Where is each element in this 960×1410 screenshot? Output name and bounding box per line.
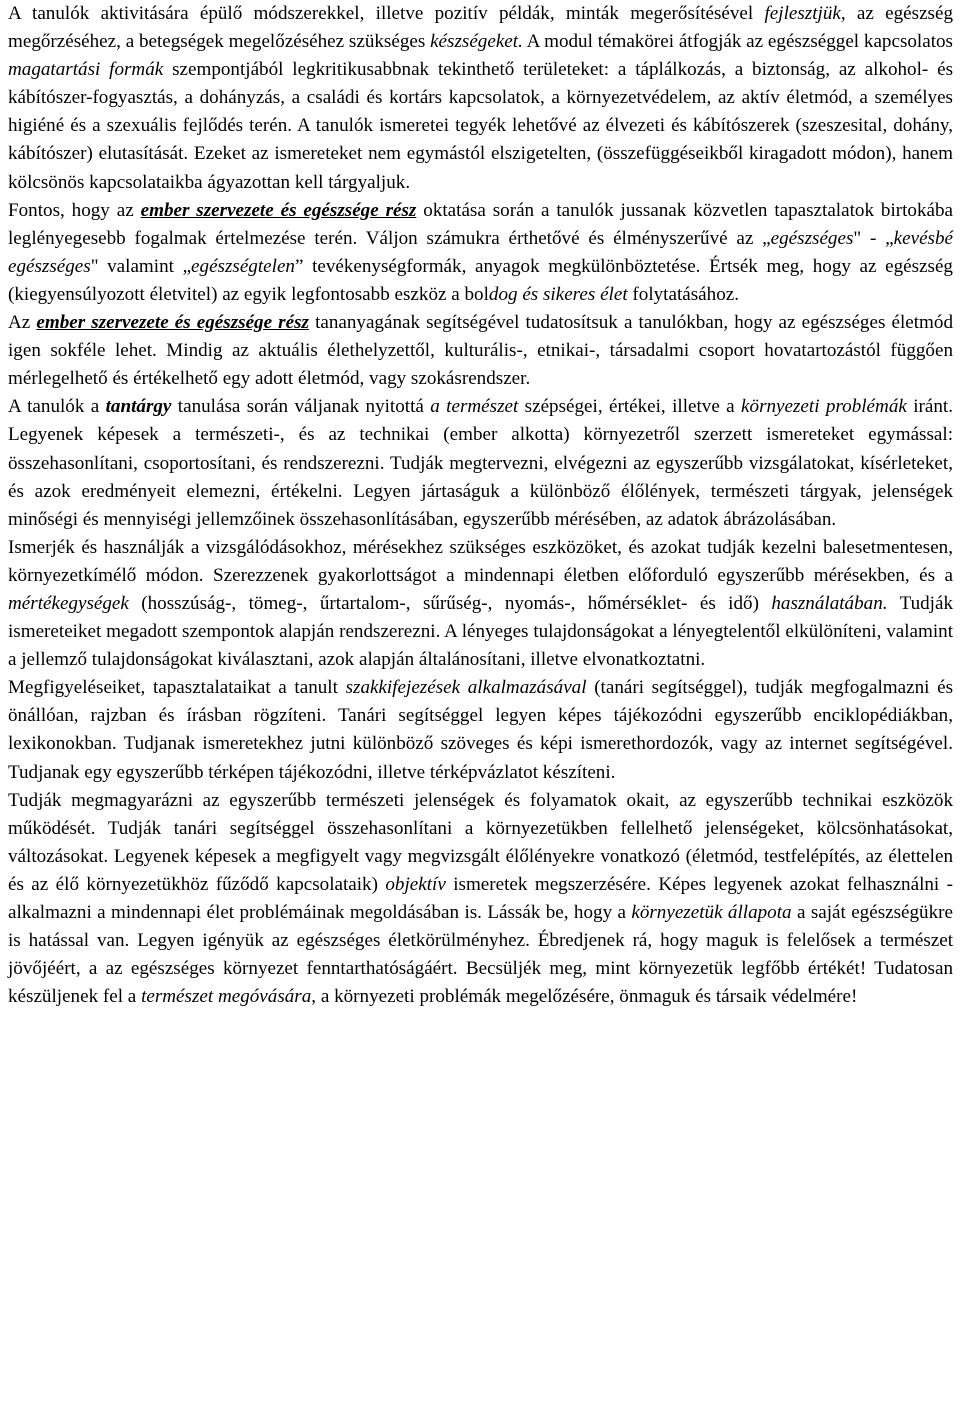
text-run: , a környezeti problémák megelőzésére, önmaguk és társaik védelmére! [311,986,858,1008]
text-run: szépségei, értékei, illetve a [518,396,742,418]
text-run: szempontjából legkritikusabbnak tekinthető területeket: a táplálkozás, a biztonság, az alkohol- és kábítószer-fogyasztás, a dohányzás, a családi és kortárs kapcsolatok, a környezetvédelem, az aktív életmód, a személyes higiéné és a szexuális fejlődés terén. A tanulók ismeretei tegyék lehetővé az élvezeti és kábítószerek (szeszesital, dohány, kábítószer) elutasítását. Ezeket az ismereteket nem egymástól elszigetelten, (összefüggéseikből kiragadott módon), hanem kölcsönös kapcsolataikba ágyazottan kell tárgyaljuk. [8,59,953,193]
emphasized-text: készségeket. [430,31,523,53]
text-run: (tanári segítséggel), tudják megfogalmazni és önállóan, rajzban és írásban rögzíteni. Tanári segítséggel legyen képes tájékozódni egyszerűbb enciklopédiákban, lexikonokban. Tudjanak ismeretekhez jutni különböző szöveges és képi ismerethordozók, vagy az internet segítségével. Tudjanak egy egyszerűbb térképen tájékozódni, illetve térképvázlatot készíteni. [8,677,953,783]
text-run: ” tevékenységformák, anyagok megkülönböztetése. Értsék meg, hogy az egészség (kiegyensúlyozott életvitel) az egyik legfontosabb eszköz a bol [8,255,953,305]
emphasized-text: kevésbé egészséges [8,227,953,277]
text-run: tananyagának segítségével tudatosítsuk a tanulókban, hogy az egészséges életmód igen sokféle lehet. Mindig az aktuális élethelyzettől, kulturális-, etnikai-, társadalmi csoport hovatartozástól függően mérlegelhető és értékelhető egy adott életmód, vagy szokásrendszer. [8,312,953,390]
emphasized-text: egészséges [770,227,854,249]
paragraph-1 [8,0,953,197]
text-run: A tanulók a [8,396,106,418]
text-run: a saját egészségükre is hatással van. Legyen igényük az egészséges életkörülményhez. Ébredjenek rá, hogy maguk is felelősek a természet jövőjéért, a az egészséges környezet fenntarthatóságáért. Becsüljék meg, mint környezetük legfőbb értékét! Tudatosan készüljenek fel a [8,902,953,1008]
paragraph-5 [8,534,953,674]
emphasized-text: szakkifejezések alkalmazásával [345,677,587,699]
emphasized-text: magatartási formák [8,59,164,81]
emphasized-text: tantárgy [105,396,172,418]
emphasized-text: használatában. [771,592,888,614]
paragraph-6 [8,674,953,786]
emphasized-text: egészségtelen [191,255,295,277]
text-run: oktatása során a tanulók jussanak közvetlen tapasztalatok birtokába leglényegesebb fogalmak értelmezése terén. Váljon számukra érthetővé és élményszerűvé az „ [8,199,953,249]
text-run: Az [8,312,37,334]
text-run: tanulása során váljanak nyitottá [171,396,431,418]
text-run: , az egészség megőrzéséhez, a betegségek megelőzéséhez szükséges [8,3,953,53]
emphasized-text: dog és sikeres élet [488,283,628,305]
emphasized-text: ember szervezete és egészsége rész [140,199,417,221]
text-run: Fontos, hogy az [8,199,141,221]
paragraph-7 [8,787,953,1012]
text-run: " valamint „ [90,255,192,277]
text-run: folytatásához. [627,283,739,305]
emphasized-text: fejlesztjük [764,3,841,24]
paragraph-3 [8,309,953,393]
paragraph-2 [8,197,953,309]
emphasized-text: ember szervezete és egészsége rész [36,312,309,334]
text-run: Ismerjék és használják a vizsgálódásokhoz, mérésekhez szükséges eszközöket, és azokat tudják kezelni balesetmentesen, környezetkímélő módon. Szerezzenek gyakorlottságot a mindennapi életben előforduló egyszerűbb mérésekben, és a [8,536,953,586]
emphasized-text: természet megóvására [141,986,312,1008]
text-run: Tudják ismereteiket megadott szempontok alapján rendszerezni. A lényeges tulajdonságokat a lényegtelentől elkülöníteni, valamint a jellemző tulajdonságokat kiválasztani, azok alapján általánosítani, illetve elvonatkoztatni. [8,592,953,671]
text-run: " - „ [853,227,894,249]
text-run: (hosszúság-, tömeg-, űrtartalom-, sűrűség-, nyomás-, hőmérséklet- és idő) [128,592,772,614]
paragraph-4 [8,393,953,533]
text-run: A modul témakörei átfogják az egészséggel kapcsolatos [522,31,953,53]
text-run: Megfigyeléseiket, tapasztalataikat a tanult [8,677,346,699]
text-run: iránt. Legyenek képesek a természeti-, és az technikai (ember alkotta) környezetről szerzett ismereteket egymással: összehasonlítani, csoportosítani, és rendszerezni. Tudják megtervezni, elvégezni az egyszerűbb vizsgálatokat, kísérleteket, és azok eredményeit elemezni, értékelni. Legyen jártaságuk a különböző élőlények, természeti tárgyak, jelenségek minőségi és mennyiségi jellemzőinek összehasonlításában, egyszerűbb mérésében, az adatok ábrázolásában. [8,396,953,530]
emphasized-text: a természet [430,396,519,418]
text-run: A tanulók aktivitására épülő módszerekkel, illetve pozitív példák, minták megerősítésével [8,3,765,24]
emphasized-text: környezetük állapota [631,902,792,923]
emphasized-text: környezeti problémák [741,396,907,418]
text-run: ismeretek megszerzésére. Képes legyenek azokat felhasználni - alkalmazni a mindennapi élet problémáinak megoldásában is. Lássák be, hogy a [8,873,954,923]
text-run: Tudják megmagyarázni az egyszerűbb természeti jelenségek és folyamatok okait, az egyszerűbb technikai eszközök működését. Tudják tanári segítséggel összehasonlítani a környezetükben fellelhető jelenségeket, kölcsönhatásokat, változásokat. Legyenek képesek a megfigyelt vagy megvizsgált élőlényekre vonatkozó (életmód, testfelépítés, az élettelen és az élő környezetükhöz fűződő kapcsolataik) [8,789,953,895]
emphasized-text: objektív [385,873,446,895]
emphasized-text: mértékegységek [8,592,129,614]
